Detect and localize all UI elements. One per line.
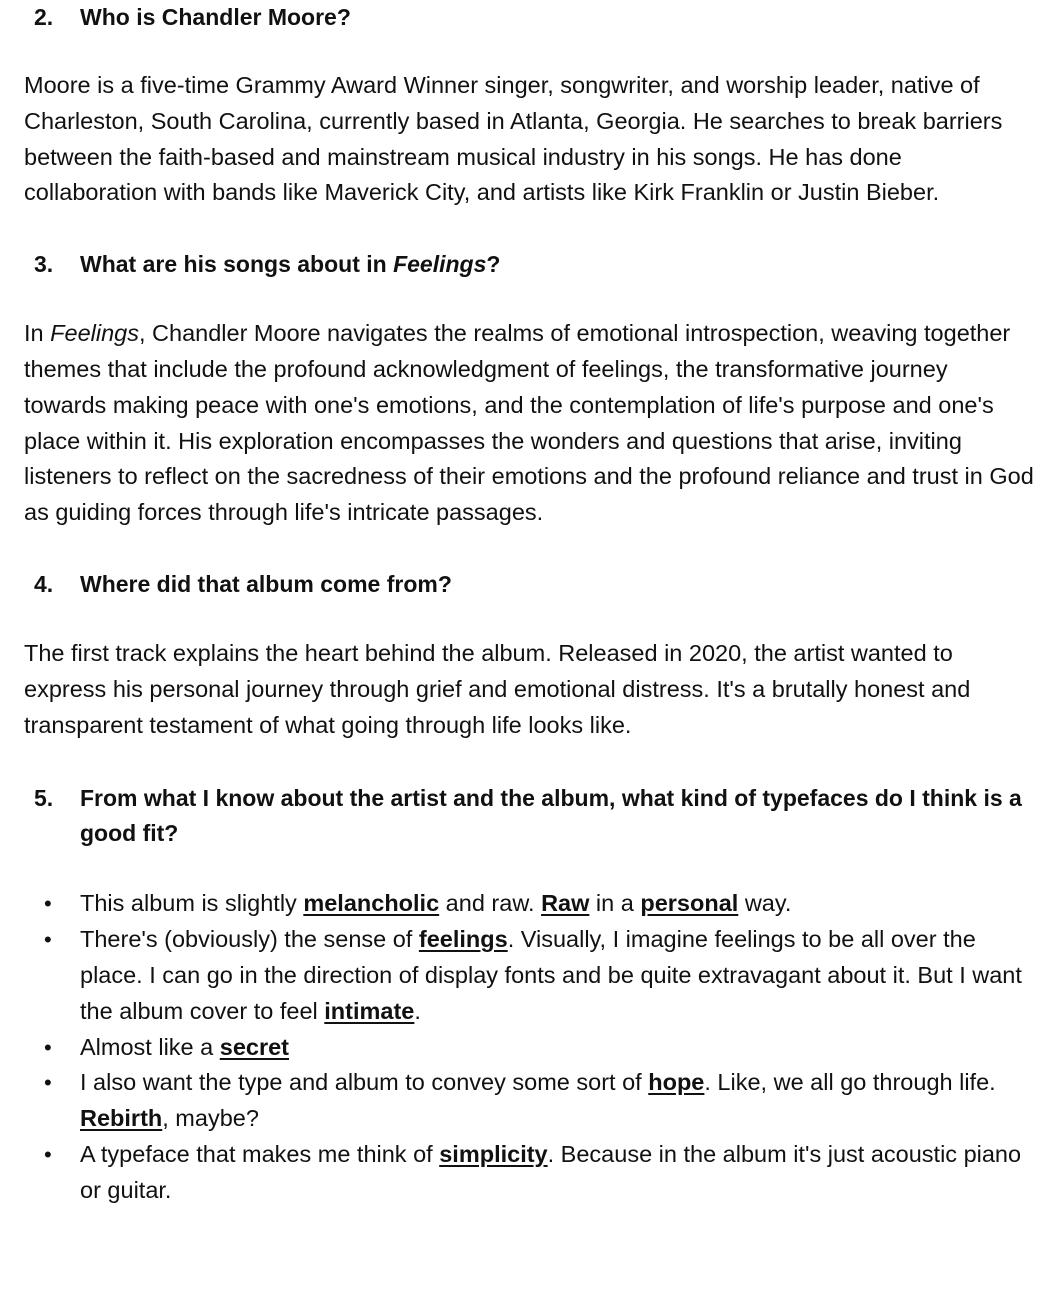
answer-4-paragraph: The first track explains the heart behind the album. Released in 2020, the artist wanted to express his personal journey through grief and emotional distress. It's a brutally honest and transparent testament of what going through life looks like. — [24, 639, 971, 738]
bullet-icon: • — [44, 927, 52, 953]
question-4-heading — [24, 567, 1034, 602]
text-run: in a — [589, 890, 641, 917]
list-item-text — [80, 1065, 1034, 1137]
text-run: . Visually, I imagine feelings to be all over the place. I can go in the direction of display fonts and be quite extravagant about it. But I want the album cover to feel — [80, 926, 1022, 1024]
text-run: way. — [738, 890, 792, 917]
text-run: A typeface that makes me think of — [80, 1140, 440, 1167]
question-3-heading — [24, 247, 1034, 282]
document-body — [24, 0, 1034, 1209]
question-text-part: What are his songs about in — [80, 251, 394, 278]
list-item-text — [80, 922, 1034, 1029]
answer-2-paragraph: Moore is a five-time Grammy Award Winner singer, songwriter, and worship leader, native of Charleston, South Carolina, currently based in Atlanta, Georgia. He searches to break barriers between the faith-based and mainstream musical industry in his songs. He has done collaboration with bands like Maverick City, and artists like Kirk Franklin or Justin Bieber. — [24, 72, 1003, 206]
text-run: . — [414, 997, 421, 1024]
question-text-part: ? — [486, 251, 501, 278]
answer-3-paragraph — [24, 316, 1034, 531]
question-number: 2. — [34, 4, 54, 30]
question-text: Where did that album come from? — [80, 570, 452, 597]
question-number: 5. — [34, 785, 54, 812]
text-run: , maybe? — [162, 1105, 259, 1132]
list-item-text — [80, 886, 1034, 922]
text-run: and raw. — [439, 890, 542, 917]
text-run: . Like, we all go through life. — [704, 1069, 996, 1096]
keyword: hope — [648, 1069, 705, 1096]
keyword: simplicity — [439, 1140, 548, 1167]
text-run: Almost like a — [80, 1033, 220, 1060]
keyword: feelings — [418, 926, 508, 953]
question-text: Who is Chandler Moore? — [80, 4, 351, 30]
question-text — [80, 247, 1034, 282]
question-5-heading — [24, 781, 1034, 851]
question-number: 3. — [34, 251, 54, 278]
album-title-italic: Feelings — [393, 251, 487, 278]
list-item — [24, 1065, 1034, 1137]
keyword: Rebirth — [80, 1105, 163, 1132]
list-item — [24, 886, 1034, 922]
question-text: From what I know about the artist and the album, what kind of typefaces do I think is a good fit? — [80, 785, 1022, 847]
bullet-icon: • — [44, 891, 52, 917]
keyword: melancholic — [303, 890, 440, 917]
keyword: personal — [640, 890, 739, 917]
typeface-notes-list — [24, 886, 1034, 1208]
question-number: 4. — [34, 570, 54, 597]
text-run: This album is slightly — [80, 890, 304, 917]
keyword: secret — [219, 1033, 289, 1060]
album-title-italic: Feelings — [50, 320, 139, 347]
list-item — [24, 922, 1034, 1029]
bullet-icon: • — [44, 1034, 52, 1060]
text-run: There's (obviously) the sense of — [80, 926, 419, 953]
list-item — [24, 1030, 1034, 1066]
bullet-icon: • — [44, 1070, 52, 1096]
answer-text-part: , Chandler Moore navigates the realms of emotional introspection, weaving together themes that include the profound acknowledgment of feelings, the transformative journey towards making peace with one's emotions, and the contemplation of life's purpose and one's place within it. His exploration encompasses the wonders and questions that arise, inviting listeners to reflect on the sacredness of their emotions and the profound reliance and trust in God as guiding forces through life's intricate passages. — [24, 320, 1034, 526]
list-item-text — [80, 1030, 1034, 1066]
list-item-text — [80, 1137, 1034, 1209]
text-run: I also want the type and album to convey some sort of — [80, 1069, 649, 1096]
keyword: intimate — [324, 997, 415, 1024]
keyword: Raw — [541, 890, 590, 917]
list-item — [24, 1137, 1034, 1209]
question-2-heading — [24, 0, 1034, 35]
answer-text-part: In — [24, 320, 51, 347]
text-run: . Because in the album it's just acoustic piano or guitar. — [80, 1140, 1022, 1203]
bullet-icon: • — [44, 1141, 52, 1167]
